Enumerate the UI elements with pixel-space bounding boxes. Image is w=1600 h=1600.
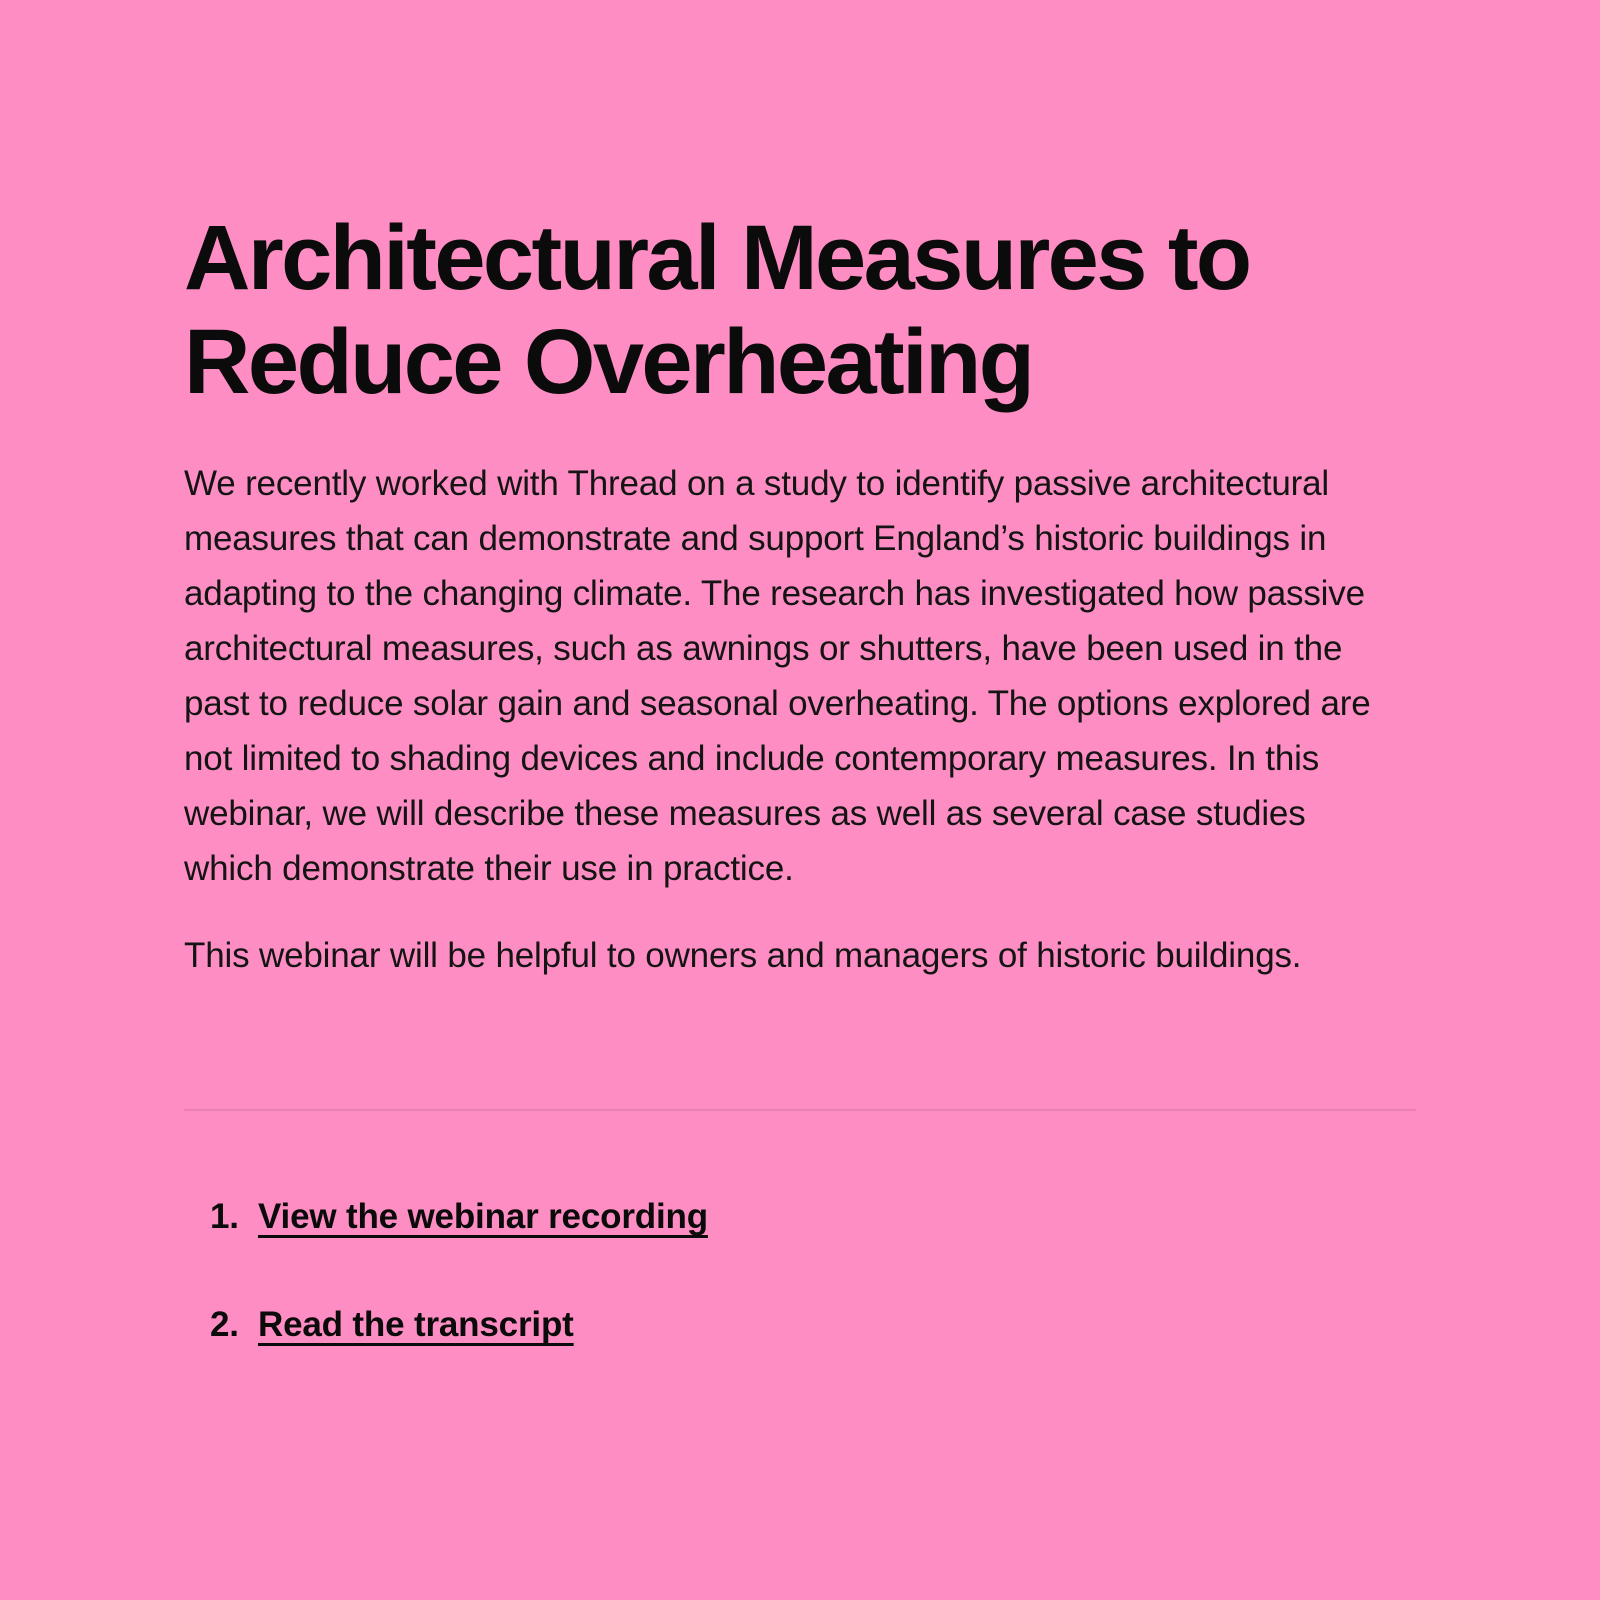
list-item-webinar-recording [210,1189,1416,1244]
intro-paragraph: We recently worked with Thread on a study to identify passive architectural measures that can demonstrate and support England’s historic buildings in adapting to the changing climate. The research has investigated how passive architectural measures, such as awnings or shutters, have been used in the past to reduce solar gain and seasonal overheating. The options explored are not limited to shading devices and include contemporary measures. In this webinar, we will describe these measures as well as several case studies which demonstrate their use in practice. [184,464,1371,888]
transcript-link[interactable]: Read the transcript [258,1305,574,1344]
resource-list [184,1189,1416,1352]
article-container [184,0,1416,1352]
section-divider [184,1109,1416,1111]
webinar-recording-link[interactable]: View the webinar recording [258,1197,708,1236]
audience-paragraph: This webinar will be helpful to owners and managers of historic buildings. [184,936,1302,975]
page-title: Architectural Measures to Reduce Overheating [184,207,1250,413]
list-item-number: 1. [210,1197,239,1236]
list-item-transcript [210,1297,1416,1352]
list-item-number: 2. [210,1305,239,1344]
